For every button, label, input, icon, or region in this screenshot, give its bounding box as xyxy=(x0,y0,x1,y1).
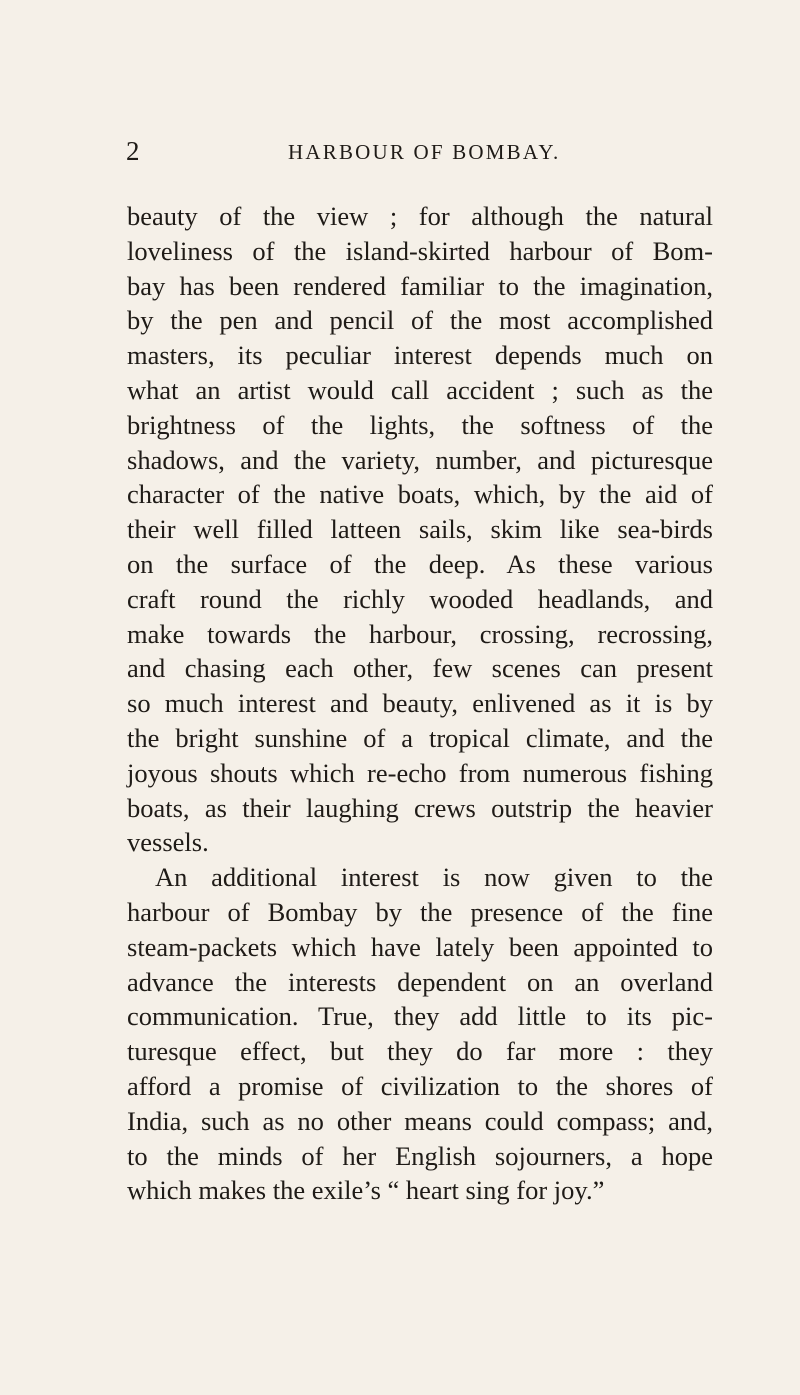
text-line: afford a promise of civilization to the shores of xyxy=(127,1070,713,1101)
text-line: character of the native boats, which, by the aid of xyxy=(127,479,713,510)
text-line: what an artist would call accident ; such as the xyxy=(127,374,713,405)
text-line: brightness of the lights, the softness of the xyxy=(127,409,713,440)
text-line: beauty of the view ; for although the natural xyxy=(127,201,713,231)
text-line: turesque effect, but they do far more : they xyxy=(127,1036,713,1067)
text-line: craft round the richly wooded headlands, and xyxy=(127,583,713,614)
text-line: by the pen and pencil of the most accomplished xyxy=(127,305,713,336)
running-head: HARBOUR OF BOMBAY. xyxy=(288,140,561,164)
page-header xyxy=(126,136,726,176)
text-line: An additional interest is now given to the xyxy=(155,862,713,893)
text-line: boats, as their laughing crews outstrip the heavier xyxy=(127,792,713,823)
text-line: vessels. xyxy=(127,827,209,858)
text-line: which makes the exile’s “ heart sing for joy.” xyxy=(127,1175,605,1206)
text-line: joyous shouts which re-echo from numerous fishing xyxy=(127,757,713,788)
text-line: steam-packets which have lately been appointed to xyxy=(127,931,713,962)
text-line: so much interest and beauty, enlivened as it is by xyxy=(127,688,713,719)
page-number: 2 xyxy=(126,136,140,166)
text-line: make towards the harbour, crossing, recrossing, xyxy=(127,618,713,649)
text-line: advance the interests dependent on an overland xyxy=(127,966,713,997)
text-line: loveliness of the island-skirted harbour of Bom- xyxy=(127,235,713,266)
text-line: India, such as no other means could compass; and, xyxy=(127,1105,713,1136)
text-line: the bright sunshine of a tropical climate, and the xyxy=(127,722,713,753)
text-line: communication. True, they add little to its pic- xyxy=(127,1001,713,1032)
text-line: shadows, and the variety, number, and picturesque xyxy=(127,444,713,475)
text-line: on the surface of the deep. As these various xyxy=(127,548,713,579)
text-line: and chasing each other, few scenes can present xyxy=(127,653,713,684)
text-line: bay has been rendered familiar to the imagination, xyxy=(127,270,713,301)
text-line: masters, its peculiar interest depends much on xyxy=(127,340,713,371)
text-line: to the minds of her English sojourners, a hope xyxy=(127,1140,713,1171)
body-text xyxy=(127,199,713,1208)
text-line: their well filled latteen sails, skim like sea-birds xyxy=(127,514,713,545)
text-line: harbour of Bombay by the presence of the fine xyxy=(127,896,713,927)
